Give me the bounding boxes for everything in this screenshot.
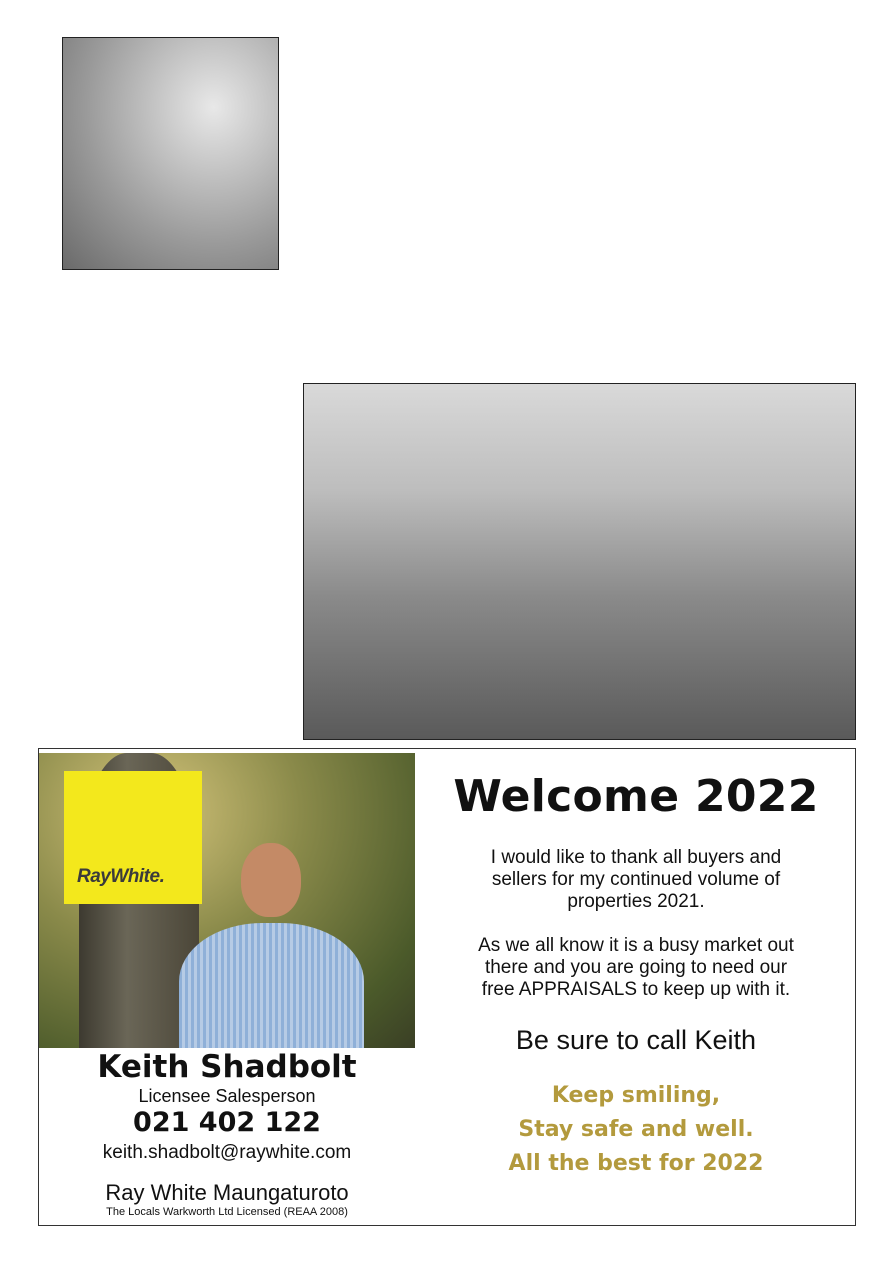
thanks-line: properties 2021. xyxy=(567,891,705,912)
agent-email: keith.shadbolt@raywhite.com xyxy=(102,1142,352,1163)
portrait-photo xyxy=(62,37,279,270)
closing-line: All the best for 2022 xyxy=(508,1151,764,1176)
agent-photo xyxy=(39,753,415,1048)
call-to-action: Be sure to call Keith xyxy=(515,1025,757,1055)
agent-shirt xyxy=(179,923,364,1048)
market-paragraph xyxy=(421,935,851,1001)
thanks-line: sellers for my continued volume of xyxy=(491,869,781,890)
market-line: there and you are going to need our xyxy=(484,957,788,978)
market-line: As we all know it is a busy market out xyxy=(478,935,794,956)
logo-text: RayWhite. xyxy=(77,866,165,887)
agent-title: Licensee Salesperson xyxy=(138,1086,316,1106)
ray-white-advertisement xyxy=(38,748,856,1226)
agent-name: Keith Shadbolt xyxy=(97,1049,357,1085)
group-photo xyxy=(303,383,856,740)
agent-head xyxy=(241,843,301,917)
closing-message xyxy=(421,1079,851,1181)
closing-line: Keep smiling, xyxy=(551,1083,721,1108)
closing-line: Stay safe and well. xyxy=(518,1117,754,1142)
thanks-paragraph xyxy=(421,847,851,913)
market-line: free APPRAISALS to keep up with it. xyxy=(481,979,791,1000)
office-name: Ray White Maungaturoto xyxy=(105,1180,349,1205)
headline: Welcome 2022 xyxy=(453,771,819,822)
agent-phone: 021 402 122 xyxy=(133,1107,321,1138)
licence-text: The Locals Warkworth Ltd Licensed (REAA 2008) xyxy=(106,1206,348,1218)
agent-figure xyxy=(179,843,364,1048)
thanks-line: I would like to thank all buyers and xyxy=(490,847,782,868)
